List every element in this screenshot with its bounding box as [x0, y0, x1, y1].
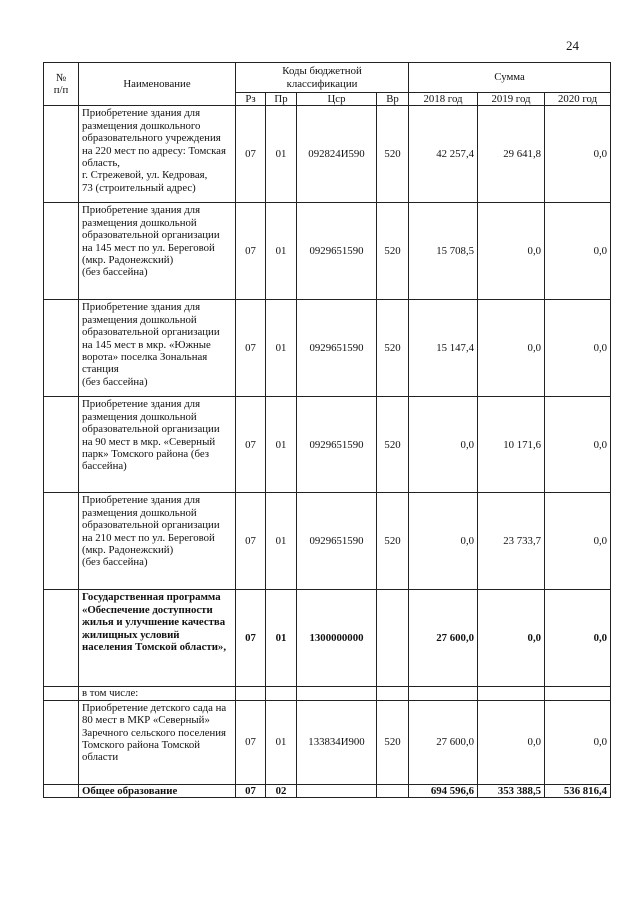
row-pr: 01	[266, 493, 297, 590]
row-rz: 07	[236, 784, 266, 797]
row-rz: 07	[236, 700, 266, 784]
row-sum-2019: 0,0	[478, 203, 545, 300]
row-sum-2018	[409, 687, 478, 700]
row-name: Приобретение детского сада на 80 мест в МКР «Северный» Заречного сельского поселения Томского района Томской области	[79, 700, 236, 784]
row-num	[44, 106, 79, 203]
row-pr: 01	[266, 590, 297, 687]
row-sum-2019	[478, 687, 545, 700]
row-sum-2019: 23 733,7	[478, 493, 545, 590]
row-rz: 07	[236, 300, 266, 397]
row-vr	[377, 590, 409, 687]
row-pr	[266, 687, 297, 700]
row-sum-2020: 0,0	[545, 397, 611, 493]
row-num	[44, 784, 79, 797]
row-vr: 520	[377, 300, 409, 397]
header-row-top	[44, 63, 611, 93]
row-csr: 0929651590	[297, 397, 377, 493]
row-name: Общее образование	[79, 784, 236, 797]
row-sum-2018: 0,0	[409, 397, 478, 493]
table-row-total	[44, 784, 611, 797]
row-pr: 01	[266, 203, 297, 300]
row-sum-2020: 0,0	[545, 106, 611, 203]
header-2018: 2018 год	[409, 93, 478, 106]
header-num: № п/п	[44, 63, 79, 106]
table-row	[44, 106, 611, 203]
row-sum-2019: 0,0	[478, 590, 545, 687]
row-vr: 520	[377, 397, 409, 493]
row-vr: 520	[377, 106, 409, 203]
header-codes: Коды бюджетной классификации	[236, 63, 409, 93]
row-vr: 520	[377, 700, 409, 784]
table-row	[44, 493, 611, 590]
header-rz: Рз	[236, 93, 266, 106]
row-vr: 520	[377, 493, 409, 590]
row-pr: 01	[266, 106, 297, 203]
row-pr: 01	[266, 300, 297, 397]
row-csr: 0929651590	[297, 203, 377, 300]
row-csr: 092824И590	[297, 106, 377, 203]
row-sum-2020: 536 816,4	[545, 784, 611, 797]
row-rz: 07	[236, 397, 266, 493]
row-name: Приобретение здания для размещения дошкольной образовательной организации на 145 мест в мкр. «Южные ворота» поселка Зональная станция (без бассейна)	[79, 300, 236, 397]
row-sum-2018: 15 147,4	[409, 300, 478, 397]
row-pr: 02	[266, 784, 297, 797]
header-name: Наименование	[79, 63, 236, 106]
row-pr: 01	[266, 700, 297, 784]
row-csr: 0929651590	[297, 493, 377, 590]
header-2020: 2020 год	[545, 93, 611, 106]
row-sum-2020: 0,0	[545, 700, 611, 784]
row-sum-2018: 0,0	[409, 493, 478, 590]
row-name: в том числе:	[79, 687, 236, 700]
header-2019: 2019 год	[478, 93, 545, 106]
row-sum-2020: 0,0	[545, 203, 611, 300]
table-row-including	[44, 687, 611, 700]
row-name: Государственная программа «Обеспечение доступности жилья и улучшение качества жилищных условий населения Томской области»,	[79, 590, 236, 687]
row-num	[44, 203, 79, 300]
row-name: Приобретение здания для размещения дошкольной образовательной организации на 210 мест по ул. Береговой (мкр. Радонежский) (без бассейна)	[79, 493, 236, 590]
row-rz: 07	[236, 493, 266, 590]
row-sum-2018: 27 600,0	[409, 590, 478, 687]
row-num	[44, 687, 79, 700]
row-sum-2018: 42 257,4	[409, 106, 478, 203]
row-rz: 07	[236, 203, 266, 300]
table-row	[44, 203, 611, 300]
row-sum-2019: 0,0	[478, 300, 545, 397]
header-pr: Пр	[266, 93, 297, 106]
row-vr	[377, 687, 409, 700]
table-row	[44, 397, 611, 493]
row-sum-2018: 15 708,5	[409, 203, 478, 300]
row-rz: 07	[236, 590, 266, 687]
row-sum-2019: 29 641,8	[478, 106, 545, 203]
row-sum-2018: 694 596,6	[409, 784, 478, 797]
table-row	[44, 300, 611, 397]
row-num	[44, 590, 79, 687]
row-csr: 1300000000	[297, 590, 377, 687]
table-row	[44, 700, 611, 784]
row-csr	[297, 784, 377, 797]
row-sum-2020: 0,0	[545, 300, 611, 397]
row-csr: 133834И900	[297, 700, 377, 784]
row-sum-2020: 0,0	[545, 590, 611, 687]
row-csr: 0929651590	[297, 300, 377, 397]
page-number: 24	[566, 38, 579, 53]
row-name: Приобретение здания для размещения дошкольного образовательного учреждения на 220 мест по адресу: Томская область, г. Стрежевой, ул. Кедровая, 73 (строительный адрес)	[79, 106, 236, 203]
row-num	[44, 397, 79, 493]
row-sum-2019: 10 171,6	[478, 397, 545, 493]
row-sum-2020	[545, 687, 611, 700]
row-csr	[297, 687, 377, 700]
row-name: Приобретение здания для размещения дошкольной образовательной организации на 145 мест по ул. Береговой (мкр. Радонежский) (без бассейна)	[79, 203, 236, 300]
row-pr: 01	[266, 397, 297, 493]
row-sum-2019: 353 388,5	[478, 784, 545, 797]
row-sum-2020: 0,0	[545, 493, 611, 590]
row-rz: 07	[236, 106, 266, 203]
row-sum-2018: 27 600,0	[409, 700, 478, 784]
row-vr: 520	[377, 203, 409, 300]
row-sum-2019: 0,0	[478, 700, 545, 784]
table-row-program	[44, 590, 611, 687]
budget-table	[43, 62, 611, 798]
row-name: Приобретение здания для размещения дошкольной образовательной организации на 90 мест в мкр. «Северный парк» Томского района (без бассейна)	[79, 397, 236, 493]
header-sum: Сумма	[409, 63, 611, 93]
row-num	[44, 700, 79, 784]
row-rz	[236, 687, 266, 700]
row-vr	[377, 784, 409, 797]
header-vr: Вр	[377, 93, 409, 106]
row-num	[44, 300, 79, 397]
header-csr: Цср	[297, 93, 377, 106]
row-num	[44, 493, 79, 590]
